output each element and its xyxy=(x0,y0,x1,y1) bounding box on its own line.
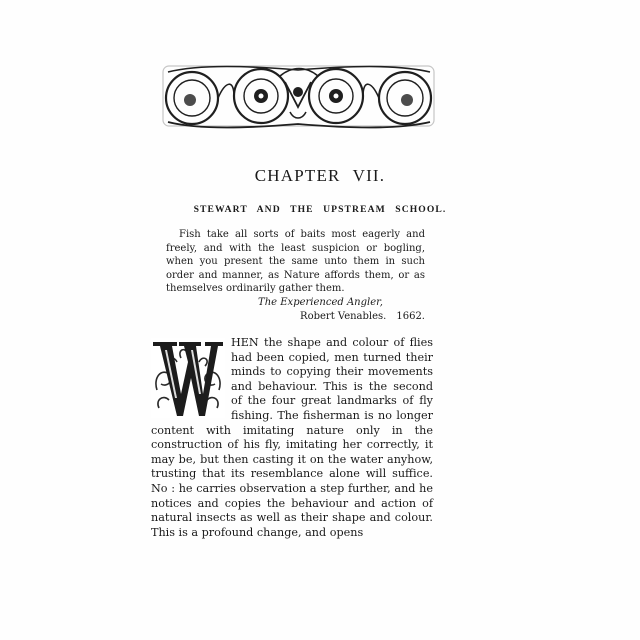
epigraph-year: 1662. xyxy=(396,310,425,322)
epigraph-author: Robert Venables. xyxy=(300,310,387,322)
epigraph-source: The Experienced Angler, xyxy=(258,296,383,308)
epigraph-quote: Fish take all sorts of baits most eagerly and freely, and with the least suspicion or bogling, when you present the same unto them in such order and manner, as Nature affords them, or as themselves ordinarily gather them. xyxy=(166,229,425,295)
chapter-body xyxy=(151,336,433,540)
chapter-number: VII. xyxy=(352,166,386,185)
epigraph-attribution xyxy=(166,310,425,324)
chapter-heading xyxy=(0,166,640,186)
ornamental-initial-w-icon xyxy=(151,338,225,418)
chapter-subtitle: STEWART AND THE UPSTREAM SCHOOL. xyxy=(193,204,447,215)
chapter-label: CHAPTER xyxy=(254,166,341,185)
epigraph xyxy=(166,228,425,323)
floral-headpiece-ornament-icon xyxy=(160,62,437,131)
body-paragraph: HEN the shape and colour of flies had been copied, men turned their minds to copying their movements and behaviour. This is the second of the four great landmarks of fly fishing. The fisherman is no longer content with imitating nature only in the construction of his fly, imitating her correctly, it may be, but then casting it on the water anyhow, trusting that its resemblance alone will suffice. No : he carries observation a step further, and he notices and copies the behaviour and action of natural insects as well as their shape and colour. This is a profound change, and opens xyxy=(151,336,433,539)
